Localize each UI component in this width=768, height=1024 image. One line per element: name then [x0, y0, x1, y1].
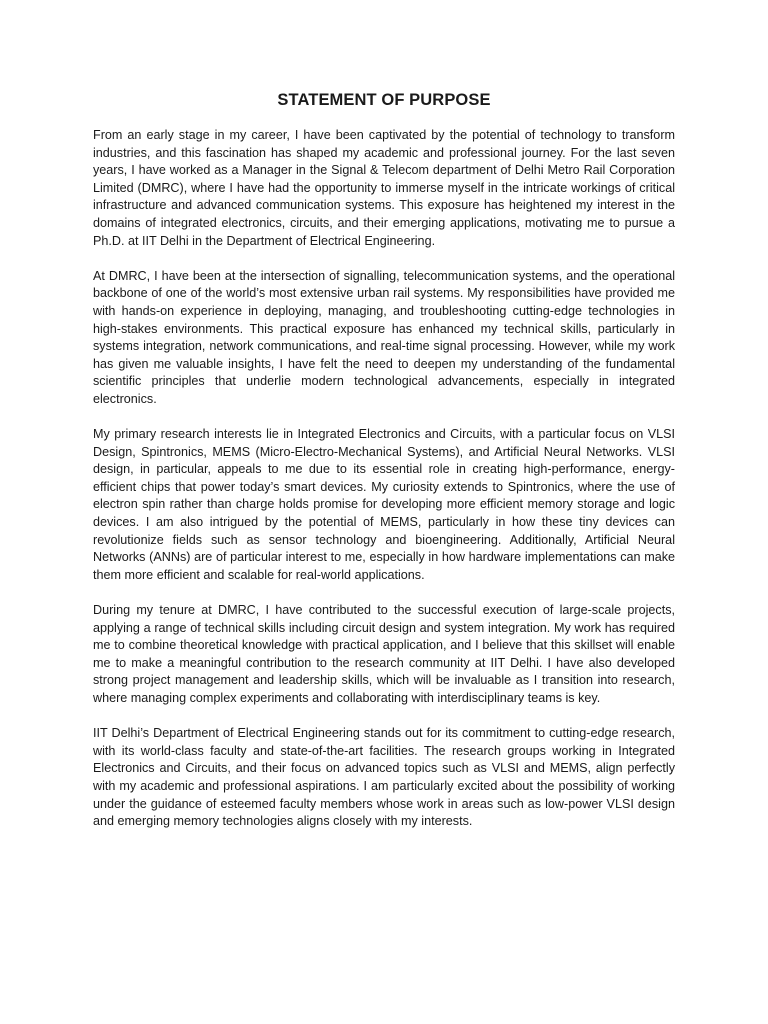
paragraph-contributions: During my tenure at DMRC, I have contributed to the successful execution of large-scale projects, applying a range of technical skills including circuit design and system integration. My work has required me to combine theoretical knowledge with practical application, and I believe that this skillset will enable me to make a meaningful contribution to the research community at IIT Delhi. I have also developed strong project management and leadership skills, which will be invaluable as I transition into research, where managing complex experiments and collaborating with interdisciplinary teams is key.	[93, 603, 675, 705]
paragraph-research-interests: My primary research interests lie in Integrated Electronics and Circuits, with a particular focus on VLSI Design, Spintronics, MEMS (Micro-Electro-Mechanical Systems), and Artificial Neural Networks. VLSI design, in particular, appeals to me due to its essential role in creating high-performance, energy-efficient chips that power today’s smart devices. My curiosity extends to Spintronics, where the use of electron spin rather than charge holds promise for developing more efficient memory storage and logic devices. I am also intrigued by the potential of MEMS, particularly in how these tiny devices can revolutionize fields such as sensor technology and bioengineering. Additionally, Artificial Neural Networks (ANNs) are of particular interest to me, especially in how hardware implementations can make them more efficient and scalable for real-world applications.	[93, 427, 675, 582]
paragraph-dmrc-experience: At DMRC, I have been at the intersection of signalling, telecommunication systems, and the operational backbone of one of the world’s most extensive urban rail systems. My responsibilities have provided me with hands-on experience in deploying, managing, and troubleshooting cutting-edge technologies in high-stakes environments. This practical exposure has enhanced my technical skills, particularly in systems integration, network communications, and real-time signal processing. However, while my work has given me valuable insights, I have felt the need to deepen my understanding of the fundamental scientific principles that underlie modern technological advancements, especially in integrated electronics.	[93, 268, 675, 406]
paragraph-iit-delhi: IIT Delhi’s Department of Electrical Engineering stands out for its commitment to cutting-edge research, with its world-class faculty and state-of-the-art facilities. The research groups working in Integrated Electronics and Circuits, and their focus on advanced topics such as VLSI and MEMS, align perfectly with my academic and professional aspirations. I am particularly excited about the possibility of working under the guidance of esteemed faculty members whose work in areas such as low-power VLSI design and emerging memory technologies aligns closely with my interests.	[93, 726, 675, 829]
paragraph-intro: From an early stage in my career, I have been captivated by the potential of technology to transform industries, and this fascination has shaped my academic and professional journey. For the last seven years, I have worked as a Manager in the Signal & Telecom department of Delhi Metro Rail Corporation Limited (DMRC), where I have had the opportunity to immerse myself in the intricate workings of critical infrastructure and advanced communication systems. This exposure has heightened my interest in the domains of integrated electronics, circuits, and their emerging applications, motivating me to pursue a Ph.D. at IIT Delhi in the Department of Electrical Engineering.	[93, 128, 675, 248]
document-title: STATEMENT OF PURPOSE	[277, 91, 491, 109]
